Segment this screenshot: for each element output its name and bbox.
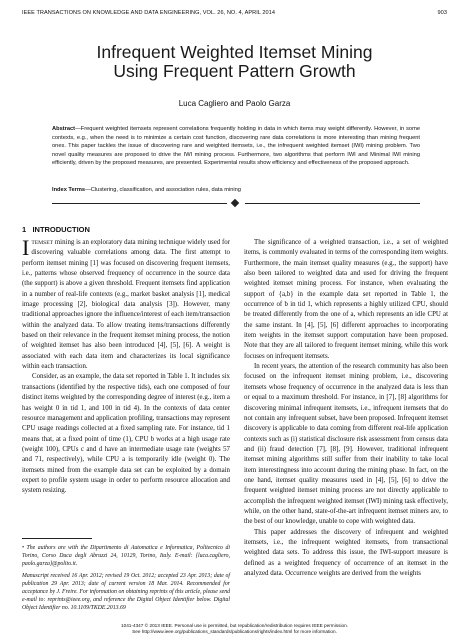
left-column [22,235,230,497]
abstract-text: —Frequent weighted itemsets represent correlations frequently holding in data in which items may weight differently. However, in some contexts, e.g., when the need is to minimize a certain cost function, discovering rare data correlations is more interesting than mining frequent ones. This paper tackles the issue of discovering rare and weighted itemsets, i.e., the infrequent weighted itemset (IWI) mining problem. Two novel quality measures are proposed to drive the IWI mining process. Furthermore, two algorithms that perform IWI and Minimal IWI mining efficiently, driven by the proposed measures, are presented. Experimental results show efficiency and effectiveness of the proposed approach. [52,126,420,167]
title-line-2: Using Frequent Pattern Growth [113,61,356,81]
paper-title [0,43,469,81]
copyright-notice [0,623,469,635]
left-paragraph-1 [22,235,230,372]
right-paragraph-3: This paper addresses the discovery of infrequent and weighted itemsets, i.e., the infrequent weighted itemsets, from transactional weighted data sets. To address this issue, the IWI-support measure is defined as a weighted frequency of occurrence of an itemset in the analyzed data. Occurrence weights are derived from the weights [244,528,448,577]
separator-line-left [52,203,227,204]
section-number: 1 [22,225,27,234]
footnote-manuscript: Manuscript received 16 Apr. 2012; revised 19 Oct. 2012; accepted 23 Apr. 2013; date of publication 29 Apr. 2013; date of current version 18 Mar. 2014. Recommended for acceptance by J. Freire. For information on obtaining reprints of this article, please send e-mail to: reprints@ieee.org, and reference the Digital Object Identifier below. Digital Object Identifier no. 10.1109/TKDE.2013.69 [22,572,230,611]
running-header [22,10,447,16]
page-number: 903 [437,10,447,16]
footnote [22,538,230,616]
drop-cap: I [22,235,30,260]
right-paragraph-1: The significance of a weighted transaction, i.e., a set of weighted items, is commonly evaluated in terms of the corresponding item weights. Furthermore, the main itemset quality measures (e.g., the support) have also been tailored to weighted data and used for driving the frequent weighted itemset mining process. For instance, when evaluating the support of {a,b} in the example data set reported in Table 1, the occurrence of b in tid 1, which represents a highly utilized CPU, should be treated differently from the one of a, which represents an idle CPU at the same instant. In [4], [5], [6] different approaches to incorporating item weights in the itemset support computation have been proposed. Note that they are all tailored to frequent itemset mining, while this work focuses on infrequent itemsets. [244,239,448,360]
right-column [244,238,448,579]
left-paragraph-2: Consider, as an example, the data set reported in Table 1. It includes six transactions (identified by the respective tids), each one composed of four distinct items weighted by the corresponding degree of interest (e.g., item a has weight 0 in tid 1, and 100 in tid 4). In the contexts of data center resource management and application profiling, transactions may represent CPU usage readings collected at a fixed sampling rate. For instance, tid 1 means that, at a fixed point of time (1), CPU b works at a high usage rate (weight 100), CPUs c and d have an intermediate usage rate (weights 57 and 71, respectively), while CPU a is temporarily idle (weight 0). The itemsets mined from the example data set can be exploited by a domain expert to profile system usage in order to perform resource allocation and system resizing. [22,373,230,495]
journal-header: IEEE TRANSACTIONS ON KNOWLEDGE AND DATA ENGINEERING, VOL. 26, NO. 4, APRIL 2014 [22,10,276,16]
section-separator [52,203,420,204]
title-line-1: Infrequent Weighted Itemset Mining [96,42,373,62]
abstract-label: Abstract [52,126,76,132]
footnote-rule [22,538,92,539]
index-terms-text: —Clustering, classification, and association rules, data mining [85,187,241,193]
copyright-line-1: 1041-4347 © 2013 IEEE. Personal use is permitted, but republication/redistribution requires IEEE permission. [120,623,348,628]
separator-line-right [245,203,420,204]
abstract [52,125,420,168]
smallcaps-lead: TEMSET [31,240,54,246]
index-terms-label: Index Terms [52,187,86,193]
authors: Luca Cagliero and Paolo Garza [178,99,291,108]
left-paragraph-1-text: mining is an exploratory data mining technique widely used for discovering valuable correlations among data. The first attempt to perform itemset mining [1] was focused on discovering frequent itemsets, i.e., patterns whose observed frequency of occurrence in the source data (the support) is above a given threshold. Frequent itemsets find application in a number of real-life contexts (e.g., market basket analysis [1], medical image processing [2], biological data analysis [3]). However, many traditional approaches ignore the influence/interest of each item/transaction within the analyzed data. To allow treating items/transactions differently based on their relevance in the frequent itemset mining process, the notion of weighted itemset has also been introduced [4], [5], [6]. A weight is associated with each data item and characterizes its local significance within each transaction. [22,239,230,371]
section-title: INTRODUCTION [32,225,90,234]
right-paragraph-2: In recent years, the attention of the research community has also been focused on the infrequent itemset mining problem, i.e., discovering itemsets whose frequency of occurrence in the analyzed data is less than or equal to a maximum threshold. For instance, in [7], [8] algorithms for discovering minimal infrequent itemsets, i.e., infrequent itemsets that do not contain any infrequent subset, have been proposed. Infrequent itemset discovery is applicable to data coming from different real-life application contexts such as (i) statistical disclosure risk assessment from census data and (ii) fraud detection [7], [8], [9]. However, traditional infrequent itemset mining algorithms still suffer from their inability to take local item interestingness into account during the mining phase. In fact, on the one hand, itemset quality measures used in [4], [5], [6] to drive the frequent weighted itemset mining process are not directly applicable to accomplish the infrequent weighted itemset (IWI) mining task effectively, while, on the other hand, state-of-the-art infrequent itemset miners are, to the best of our knowledge, unable to cope with weighted data. [244,363,448,526]
footnote-affiliation: • The authors are with the Dipartimento di Automatica e Informatica, Politecnico di Torino, Corso Duca degli Abruzzi 24, 10129, Torino, Italy. E-mail: {luca.cagliero, paolo.garza}@polito.it. [22,544,230,567]
copyright-line-2: See http://www.ieee.org/publications_standards/publications/rights/index.html for more information. [132,629,337,634]
section-heading [22,225,90,234]
diamond-icon [231,199,239,207]
index-terms [52,187,420,193]
